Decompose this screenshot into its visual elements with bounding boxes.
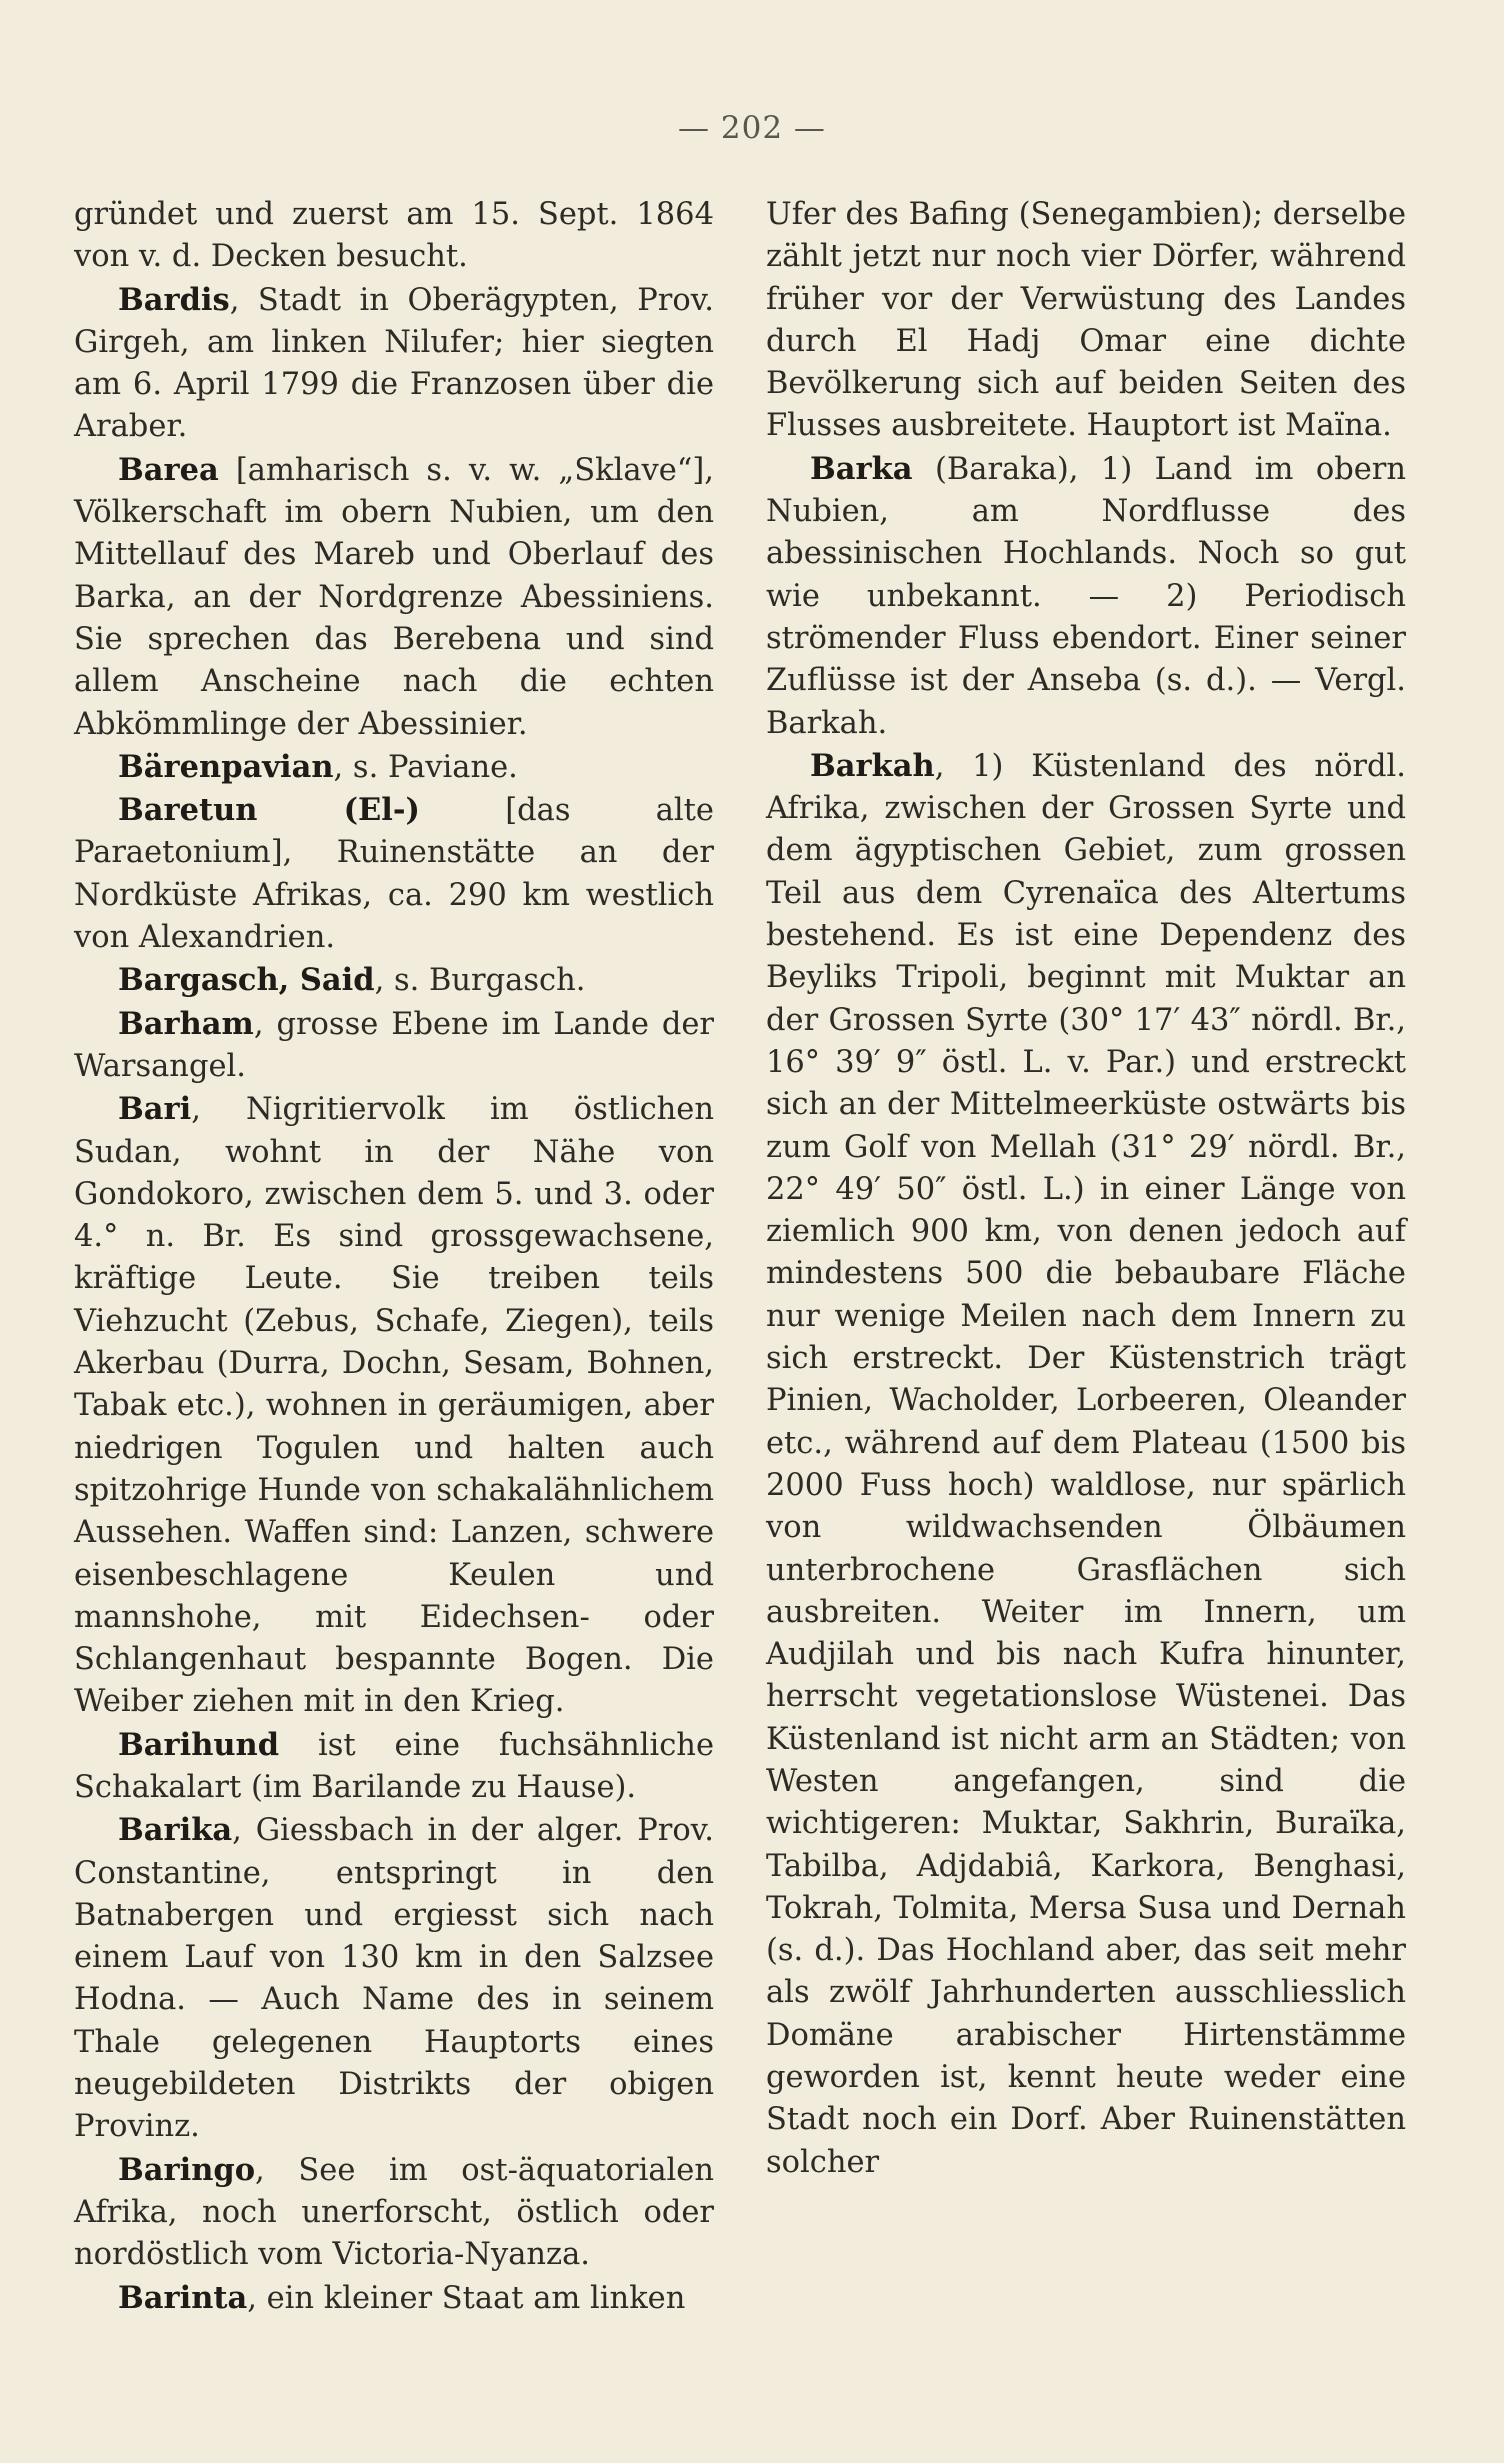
entry-text: , s. Paviane. (333, 749, 518, 785)
entry-text: ist eine fuchsähnliche Schakalart (im Barilande zu Hause). (74, 1727, 714, 1805)
entry-bardis (74, 279, 714, 449)
entry-barkah (766, 745, 1406, 2184)
right-column (766, 194, 1406, 2184)
entry-text: [das alte Paraetonium], Ruinenstätte an der Nordküste Afrikas, ca. 290 km westlich von Alexandrien. (74, 793, 714, 956)
entry-baerenpavian (74, 746, 714, 789)
entry-text: , s. Burgasch. (374, 963, 586, 999)
entry-headword: Bargasch, Said (118, 962, 375, 999)
entry-barea (74, 449, 714, 746)
entry-barham (74, 1003, 714, 1089)
entry-text: , Stadt in Oberägypten, Prov. Girgeh, am linken Nilufer; hier siegten am 6. April 1799 die Franzosen über die Araber. (74, 282, 714, 445)
entry-continuation: gründet und zuerst am 15. Sept. 1864 von v. d. Decken besucht. (74, 197, 714, 275)
entry-text: , See im ost-äquatorialen Afrika, noch unerforscht, östlich oder nordöstlich vom Victoria-Nyanza. (74, 2152, 714, 2273)
entry-baringo (74, 2149, 714, 2277)
entry-barika (74, 1809, 714, 2148)
left-column (74, 194, 714, 2320)
entry-headword: Barika (118, 1812, 233, 1849)
entry-barinta (74, 2277, 714, 2320)
entry-text: , 1) Küstenland des nördl. Afrika, zwischen der Grossen Syrte und dem ägyptischen Gebiet, zum grossen Teil aus dem Cyrenaïca des Altertums bestehend. Es ist eine Dependenz des Beyliks Tripoli, beginnt mit Muktar an der Grossen Syrte (30° 17′ 43″ nördl. Br., 16° 39′ 9″ östl. L. v. Par.) und erstreckt sich an der Mittelmeerküste ostwärts bis zum Golf von Mellah (31° 29′ nördl. Br., 22° 49′ 50″ östl. L.) in einer Länge von ziemlich 900 km, von denen jedoch auf mindestens 500 die bebaubare Fläche nur wenige Meilen nach dem Innern zu sich erstreckt. Der Küstenstrich trägt Pinien, Wacholder, Lorbeeren, Oleander etc., während auf dem Plateau (1500 bis 2000 Fuss hoch) waldlose, nur spärlich von wildwachsenden Ölbäumen unterbrochene Grasflächen sich ausbreiten. Weiter im Innern, um Audjilah und bis nach Kufra hinunter, herrscht vegetationslose Wüstenei. Das Küstenland ist nicht arm an Städten; von Westen angefangen, sind die wichtigeren: Muktar, Sakhrin, Buraïka, Tabilba, Adjdabiâ, Karkora, Benghasi, Tokrah, Tolmita, Mersa Susa und Dernah (s. d.). Das Hochland aber, das seit mehr als zwölf Jahrhunderten ausschliesslich Domäne arabischer Hirtenstämme geworden ist, kennt heute weder eine Stadt noch ein Dorf. Aber Ruinenstätten solcher (766, 748, 1406, 2180)
entry-headword: Baringo (118, 2151, 256, 2188)
entry-text: , Giessbach in der alger. Prov. Constantine, entspringt in den Batnabergen und ergiesst sich nach einem Lauf von 130 km in den Salzsee Hodna. — Auch Name des in seinem Thale gelegenen Hauptorts eines neugebildeten Distrikts der obigen Provinz. (74, 1813, 714, 2145)
entry-headword: Bardis (118, 281, 230, 318)
entry-text: , grosse Ebene im Lande der Warsangel. (74, 1006, 714, 1084)
entry-continuation: Ufer des Bafing (Senegambien); derselbe zählt jetzt nur noch vier Dörfer, während früher vor der Verwüstung des Landes durch El Hadj Omar eine dichte Bevölkerung sich auf beiden Seiten des Flusses ausbreitete. Hauptort ist Maïna. (766, 197, 1406, 444)
entry-barihund (74, 1724, 714, 1810)
entry-headword: Barinta (118, 2279, 248, 2316)
entry-bargasch (74, 959, 714, 1002)
entry-headword: Barka (810, 450, 913, 487)
entry-headword: Baretun (El-) (118, 792, 420, 829)
entry-headword: Barihund (118, 1726, 280, 1763)
entry-headword: Bari (118, 1091, 192, 1128)
entry-text: , Nigritiervolk im östlichen Sudan, wohnt in der Nähe von Gondokoro, zwischen dem 5. und 3. oder 4.° n. Br. Es sind grossgewachsene, kräftige Leute. Sie treiben teils Viehzucht (Zebus, Schafe, Ziegen), teils Akerbau (Durra, Dochn, Sesam, Bohnen, Tabak etc.), wohnen in geräumigen, aber niedrigen Togulen und halten auch spitzohrige Hunde von schakalähnlichem Aussehen. Waffen sind: Lanzen, schwere eisenbeschlagene Keulen und mannshohe, mit Eidechsen- oder Schlangenhaut bespannte Bogen. Die Weiber ziehen mit in den Krieg. (74, 1092, 714, 1720)
entry-text: , ein kleiner Staat am linken (247, 2280, 686, 2316)
entry-headword: Bärenpavian (118, 748, 334, 785)
page-number: — 202 — (678, 110, 826, 146)
entry-headword: Barkah (810, 747, 935, 784)
entry-barka (766, 448, 1406, 745)
entry-text: [amharisch s. v. w. „Sklave“], Völkerschaft im obern Nubien, um den Mittellauf des Mareb und Oberlauf des Barka, an der Nordgrenze Abessiniens. Sie sprechen das Berebena und sind allem Anscheine nach die echten Abkömmlinge der Abessinier. (74, 452, 714, 742)
entry-text: (Baraka), 1) Land im obern Nubien, am Nordflusse des abessinischen Hochlands. Noch so gut wie unbekannt. — 2) Periodisch strömender Fluss ebendort. Einer seiner Zuflüsse ist der Anseba (s. d.). — Vergl. Barkah. (766, 451, 1406, 741)
entry-headword: Barea (118, 451, 219, 488)
entry-baretun (74, 789, 714, 959)
entry-bari (74, 1088, 714, 1723)
entry-headword: Barham (118, 1005, 254, 1042)
